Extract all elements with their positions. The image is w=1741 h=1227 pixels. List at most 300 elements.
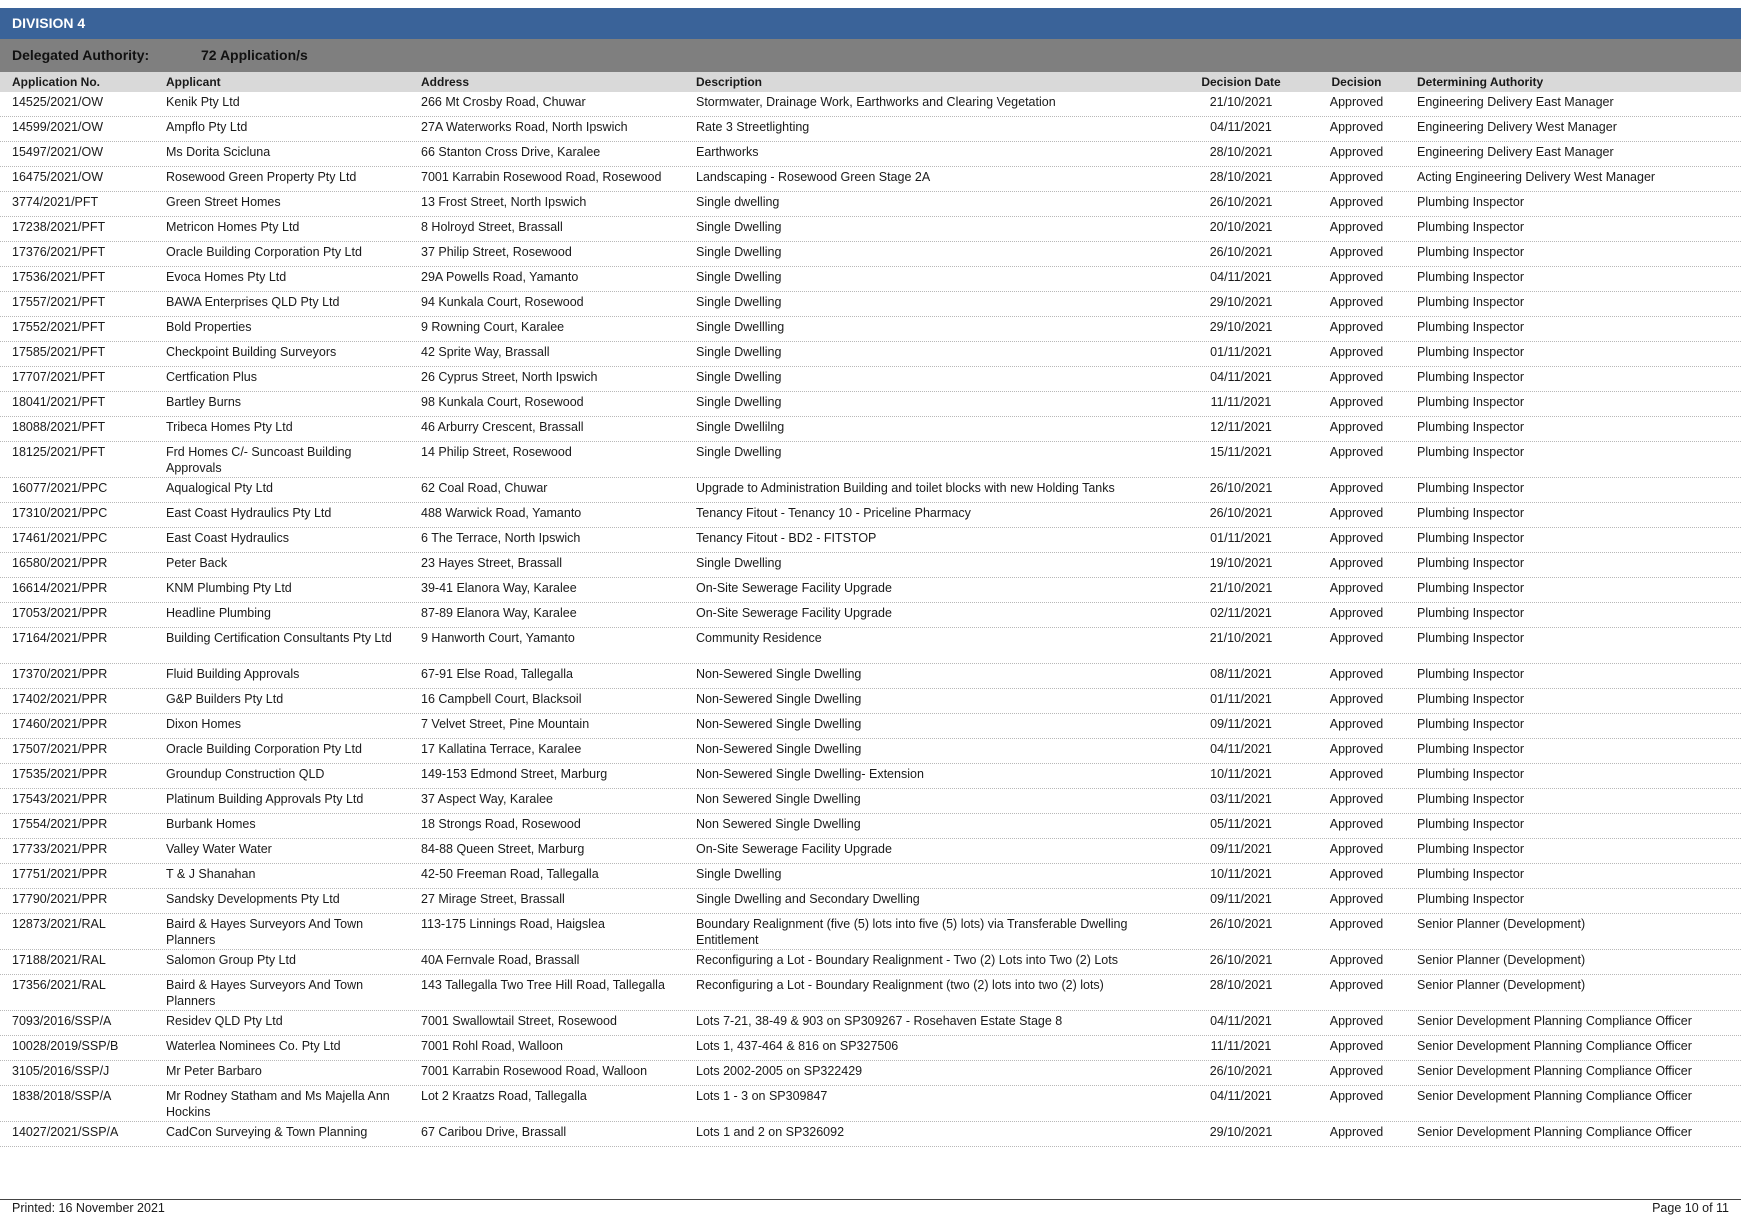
address-cell: 40A Fernvale Road, Brassall: [421, 953, 580, 967]
decision-date-cell: 02/11/2021: [1210, 606, 1272, 620]
address-cell: 13 Frost Street, North Ipswich: [421, 195, 587, 209]
address-cell: 67-91 Else Road, Tallegalla: [421, 667, 573, 681]
application-no-cell: 18125/2021/PFT: [12, 445, 106, 459]
description-cell: Single Dwelling: [696, 445, 782, 459]
decision-date-cell: 01/11/2021: [1210, 531, 1272, 545]
applicant-cell: Baird & Hayes Surveyors And Town Planners: [166, 978, 364, 1008]
decision-date-cell: 03/11/2021: [1210, 792, 1272, 806]
address-cell: 7001 Karrabin Rosewood Road, Rosewood: [421, 170, 662, 184]
determining-authority-cell: Senior Planner (Development): [1417, 978, 1586, 992]
address-cell: 17 Kallatina Terrace, Karalee: [421, 742, 582, 756]
description-cell: Tenancy Fitout - BD2 - FITSTOP: [696, 531, 877, 545]
application-no-cell: 17707/2021/PFT: [12, 370, 106, 384]
address-cell: 8 Holroyd Street, Brassall: [421, 220, 563, 234]
address-cell: 27A Waterworks Road, North Ipswich: [421, 120, 628, 134]
application-no-cell: 14599/2021/OW: [12, 120, 104, 134]
application-no-cell: 17370/2021/PPR: [12, 667, 108, 681]
determining-authority-cell: Plumbing Inspector: [1417, 395, 1525, 409]
column-header-description: Description: [696, 75, 763, 89]
table-row: [0, 603, 1741, 628]
address-cell: 9 Hanworth Court, Yamanto: [421, 631, 575, 645]
address-cell: 62 Coal Road, Chuwar: [421, 481, 548, 495]
decision-cell: Approved: [1329, 481, 1384, 495]
application-no-cell: 17188/2021/RAL: [12, 953, 106, 967]
determining-authority-cell: Plumbing Inspector: [1417, 742, 1525, 756]
description-cell: Single Dwellling: [696, 320, 785, 334]
table-row: [0, 92, 1741, 117]
decision-cell: Approved: [1329, 631, 1384, 645]
decision-date-cell: 09/11/2021: [1210, 717, 1272, 731]
determining-authority-cell: Plumbing Inspector: [1417, 817, 1525, 831]
decision-date-cell: 26/10/2021: [1209, 506, 1273, 520]
application-no-cell: 17238/2021/PFT: [12, 220, 106, 234]
decision-cell: Approved: [1329, 842, 1384, 856]
decision-cell: Approved: [1329, 370, 1384, 384]
decision-date-cell: 19/10/2021: [1209, 556, 1273, 570]
decision-date-cell: 11/11/2021: [1210, 395, 1272, 409]
description-cell: Non-Sewered Single Dwelling- Extension: [696, 767, 924, 781]
address-cell: 42 Sprite Way, Brassall: [421, 345, 550, 359]
application-no-cell: 17585/2021/PFT: [12, 345, 106, 359]
applicant-cell: Valley Water Water: [166, 842, 272, 856]
determining-authority-cell: Plumbing Inspector: [1417, 556, 1525, 570]
decision-date-cell: 21/10/2021: [1209, 581, 1273, 595]
application-no-cell: 12873/2021/RAL: [12, 917, 106, 931]
table-row: [0, 889, 1741, 914]
determining-authority-cell: Engineering Delivery East Manager: [1417, 95, 1614, 109]
application-no-cell: 17507/2021/PPR: [12, 742, 108, 756]
determining-authority-cell: Plumbing Inspector: [1417, 195, 1525, 209]
description-cell: Stormwater, Drainage Work, Earthworks and Clearing Vegetation: [696, 95, 1056, 109]
applicant-cell: Dixon Homes: [166, 717, 242, 731]
applicant-cell: T & J Shanahan: [166, 867, 256, 881]
table-row: [0, 764, 1741, 789]
table-row: [0, 1011, 1741, 1036]
table-row: [0, 839, 1741, 864]
decision-cell: Approved: [1329, 1064, 1384, 1078]
decision-cell: Approved: [1329, 581, 1384, 595]
description-cell: Reconfiguring a Lot - Boundary Realignment (two (2) lots into two (2) lots): [696, 978, 1104, 992]
applicant-cell: Frd Homes C/- Suncoast Building Approvals: [166, 445, 352, 475]
applicant-cell: G&P Builders Pty Ltd: [166, 692, 284, 706]
column-header-determining-authority: Determining Authority: [1417, 75, 1544, 89]
determining-authority-cell: Plumbing Inspector: [1417, 842, 1525, 856]
address-cell: 27 Mirage Street, Brassall: [421, 892, 565, 906]
decision-date-cell: 10/11/2021: [1210, 867, 1272, 881]
application-no-cell: 3774/2021/PFT: [12, 195, 99, 209]
address-cell: 149-153 Edmond Street, Marburg: [421, 767, 608, 781]
page-number: Page 10 of 11: [1652, 1201, 1729, 1215]
decision-cell: Approved: [1329, 667, 1384, 681]
decision-date-cell: 26/10/2021: [1209, 245, 1273, 259]
decision-cell: Approved: [1329, 445, 1384, 459]
application-no-cell: 15497/2021/OW: [12, 145, 104, 159]
determining-authority-cell: Plumbing Inspector: [1417, 631, 1525, 645]
applicant-cell: Peter Back: [166, 556, 228, 570]
decision-cell: Approved: [1329, 692, 1384, 706]
application-no-cell: 18041/2021/PFT: [12, 395, 106, 409]
decision-date-cell: 09/11/2021: [1210, 892, 1272, 906]
determining-authority-cell: Plumbing Inspector: [1417, 581, 1525, 595]
address-cell: 14 Philip Street, Rosewood: [421, 445, 572, 459]
decision-date-cell: 26/10/2021: [1209, 917, 1273, 931]
applicant-cell: Sandsky Developments Pty Ltd: [166, 892, 340, 906]
decision-cell: Approved: [1329, 345, 1384, 359]
applicant-cell: Metricon Homes Pty Ltd: [166, 220, 300, 234]
description-cell: Landscaping - Rosewood Green Stage 2A: [696, 170, 931, 184]
applicant-cell: Baird & Hayes Surveyors And Town Planners: [166, 917, 364, 947]
table-row: [0, 292, 1741, 317]
decision-date-cell: 09/11/2021: [1210, 842, 1272, 856]
applicant-cell: Building Certification Consultants Pty Ltd: [166, 631, 392, 645]
address-cell: 6 The Terrace, North Ipswich: [421, 531, 581, 545]
decision-date-cell: 04/11/2021: [1210, 742, 1272, 756]
decision-cell: Approved: [1329, 792, 1384, 806]
description-cell: Lots 1 and 2 on SP326092: [696, 1125, 845, 1139]
decision-date-cell: 04/11/2021: [1210, 370, 1272, 384]
applicant-cell: Platinum Building Approvals Pty Ltd: [166, 792, 364, 806]
decision-cell: Approved: [1329, 320, 1384, 334]
table-row: [0, 242, 1741, 267]
description-cell: Lots 1, 437-464 & 816 on SP327506: [696, 1039, 899, 1053]
applicant-cell: BAWA Enterprises QLD Pty Ltd: [166, 295, 340, 309]
table-row: [0, 317, 1741, 342]
division-title: DIVISION 4: [0, 8, 1741, 39]
decision-cell: Approved: [1329, 245, 1384, 259]
address-cell: 42-50 Freeman Road, Tallegalla: [421, 867, 599, 881]
table-row: [0, 1086, 1741, 1122]
description-cell: Non-Sewered Single Dwelling: [696, 692, 862, 706]
address-cell: 98 Kunkala Court, Rosewood: [421, 395, 584, 409]
description-cell: Single Dwelling: [696, 867, 782, 881]
determining-authority-cell: Senior Development Planning Compliance Officer: [1417, 1014, 1692, 1028]
address-cell: 29A Powells Road, Yamanto: [421, 270, 579, 284]
description-cell: Single Dwelling: [696, 295, 782, 309]
application-no-cell: 7093/2016/SSP/A: [12, 1014, 112, 1028]
applicant-cell: Residev QLD Pty Ltd: [166, 1014, 283, 1028]
decision-cell: Approved: [1329, 978, 1384, 992]
decision-cell: Approved: [1329, 742, 1384, 756]
description-cell: Single Dwelling: [696, 220, 782, 234]
table-row: [0, 117, 1741, 142]
table-row: [0, 914, 1741, 950]
description-cell: Earthworks: [696, 145, 759, 159]
applicant-cell: Mr Rodney Statham and Ms Majella Ann Hockins: [166, 1089, 390, 1119]
decision-date-cell: 29/10/2021: [1209, 295, 1273, 309]
table-row: [0, 267, 1741, 292]
applicant-cell: Rosewood Green Property Pty Ltd: [166, 170, 357, 184]
application-no-cell: 17053/2021/PPR: [12, 606, 108, 620]
application-no-cell: 17461/2021/PPC: [12, 531, 108, 545]
printed-date: Printed: 16 November 2021: [12, 1201, 165, 1215]
decision-date-cell: 20/10/2021: [1209, 220, 1273, 234]
decision-date-cell: 11/11/2021: [1210, 1039, 1272, 1053]
address-cell: 488 Warwick Road, Yamanto: [421, 506, 582, 520]
determining-authority-cell: Plumbing Inspector: [1417, 295, 1525, 309]
address-cell: 84-88 Queen Street, Marburg: [421, 842, 585, 856]
applicant-cell: Salomon Group Pty Ltd: [166, 953, 296, 967]
applicant-cell: Waterlea Nominees Co. Pty Ltd: [166, 1039, 341, 1053]
decision-date-cell: 29/10/2021: [1209, 1125, 1273, 1139]
application-no-cell: 17535/2021/PPR: [12, 767, 108, 781]
decision-cell: Approved: [1329, 1039, 1384, 1053]
applicant-cell: Burbank Homes: [166, 817, 256, 831]
description-cell: Non Sewered Single Dwelling: [696, 792, 861, 806]
column-header-application-no: Application No.: [12, 75, 100, 89]
address-cell: 23 Hayes Street, Brassall: [421, 556, 563, 570]
determining-authority-cell: Plumbing Inspector: [1417, 606, 1525, 620]
application-no-cell: 1838/2018/SSP/A: [12, 1089, 112, 1103]
table-row: [0, 975, 1741, 1011]
decision-date-cell: 04/11/2021: [1210, 1089, 1272, 1103]
determining-authority-cell: Senior Development Planning Compliance Officer: [1417, 1039, 1692, 1053]
decision-cell: Approved: [1329, 717, 1384, 731]
address-cell: 9 Rowning Court, Karalee: [421, 320, 565, 334]
application-no-cell: 16475/2021/OW: [12, 170, 104, 184]
decision-cell: Approved: [1329, 767, 1384, 781]
address-cell: 16 Campbell Court, Blacksoil: [421, 692, 582, 706]
description-cell: Non-Sewered Single Dwelling: [696, 717, 862, 731]
decision-cell: Approved: [1329, 917, 1384, 931]
table-row: [0, 714, 1741, 739]
determining-authority-cell: Plumbing Inspector: [1417, 420, 1525, 434]
applicant-cell: Bartley Burns: [166, 395, 242, 409]
applicant-cell: Evoca Homes Pty Ltd: [166, 270, 287, 284]
table-row: [0, 739, 1741, 764]
decision-cell: Approved: [1329, 892, 1384, 906]
applicant-cell: Green Street Homes: [166, 195, 281, 209]
description-cell: Single Dwelling: [696, 370, 782, 384]
application-no-cell: 17310/2021/PPC: [12, 506, 108, 520]
table-row: [0, 664, 1741, 689]
description-cell: Single dwelling: [696, 195, 780, 209]
table-row: [0, 950, 1741, 975]
decision-date-cell: 26/10/2021: [1209, 953, 1273, 967]
determining-authority-cell: Senior Planner (Development): [1417, 953, 1586, 967]
decision-date-cell: 08/11/2021: [1210, 667, 1272, 681]
applicant-cell: Ampflo Pty Ltd: [166, 120, 248, 134]
applicant-cell: Mr Peter Barbaro: [166, 1064, 262, 1078]
decision-date-cell: 12/11/2021: [1210, 420, 1272, 434]
table-row: [0, 367, 1741, 392]
application-no-cell: 18088/2021/PFT: [12, 420, 106, 434]
table-row: [0, 142, 1741, 167]
table-row: [0, 478, 1741, 503]
table-row: [0, 1122, 1741, 1147]
table-row: [0, 628, 1741, 664]
applicant-cell: Checkpoint Building Surveyors: [166, 345, 337, 359]
table-row: [0, 1036, 1741, 1061]
decision-cell: Approved: [1329, 1125, 1384, 1139]
description-cell: Lots 2002-2005 on SP322429: [696, 1064, 863, 1078]
application-no-cell: 17543/2021/PPR: [12, 792, 108, 806]
decision-cell: Approved: [1329, 1089, 1384, 1103]
determining-authority-cell: Senior Development Planning Compliance Officer: [1417, 1089, 1692, 1103]
column-header-decision: Decision: [1331, 75, 1382, 89]
applicant-cell: Fluid Building Approvals: [166, 667, 300, 681]
decision-date-cell: 04/11/2021: [1210, 1014, 1272, 1028]
application-no-cell: 17536/2021/PFT: [12, 270, 106, 284]
application-no-cell: 16580/2021/PPR: [12, 556, 108, 570]
table-row: [0, 167, 1741, 192]
determining-authority-cell: Plumbing Inspector: [1417, 867, 1525, 881]
description-cell: Tenancy Fitout - Tenancy 10 - Priceline Pharmacy: [696, 506, 971, 520]
determining-authority-cell: Plumbing Inspector: [1417, 692, 1525, 706]
decision-date-cell: 10/11/2021: [1210, 767, 1272, 781]
decision-cell: Approved: [1329, 606, 1384, 620]
delegated-authority-label: Delegated Authority:: [12, 47, 150, 63]
applicant-cell: Bold Properties: [166, 320, 252, 334]
application-no-cell: 17552/2021/PFT: [12, 320, 106, 334]
description-cell: Single Dwelling: [696, 345, 782, 359]
application-no-cell: 17790/2021/PPR: [12, 892, 108, 906]
application-no-cell: 17751/2021/PPR: [12, 867, 108, 881]
address-cell: 7 Velvet Street, Pine Mountain: [421, 717, 590, 731]
applicant-cell: Ms Dorita Scicluna: [166, 145, 271, 159]
address-cell: 37 Philip Street, Rosewood: [421, 245, 572, 259]
decision-date-cell: 28/10/2021: [1209, 170, 1273, 184]
applicant-cell: Oracle Building Corporation Pty Ltd: [166, 245, 362, 259]
applicant-cell: Certfication Plus: [166, 370, 258, 384]
description-cell: Upgrade to Administration Building and toilet blocks with new Holding Tanks: [696, 481, 1115, 495]
application-no-cell: 17554/2021/PPR: [12, 817, 108, 831]
decision-date-cell: 26/10/2021: [1209, 1064, 1273, 1078]
application-no-cell: 16614/2021/PPR: [12, 581, 108, 595]
decision-date-cell: 26/10/2021: [1209, 195, 1273, 209]
determining-authority-cell: Senior Planner (Development): [1417, 917, 1586, 931]
application-no-cell: 16077/2021/PPC: [12, 481, 108, 495]
determining-authority-cell: Plumbing Inspector: [1417, 767, 1525, 781]
application-no-cell: 3105/2016/SSP/J: [12, 1064, 110, 1078]
address-cell: 87-89 Elanora Way, Karalee: [421, 606, 577, 620]
column-header-applicant: Applicant: [166, 75, 221, 89]
description-cell: Single Dwelling: [696, 556, 782, 570]
determining-authority-cell: Plumbing Inspector: [1417, 892, 1525, 906]
page-footer: [0, 1199, 1741, 1215]
decision-cell: Approved: [1329, 295, 1384, 309]
description-cell: On-Site Sewerage Facility Upgrade: [696, 606, 892, 620]
applicant-cell: East Coast Hydraulics Pty Ltd: [166, 506, 332, 520]
address-cell: 143 Tallegalla Two Tree Hill Road, Tallegalla: [421, 978, 665, 992]
description-cell: Community Residence: [696, 631, 822, 645]
applicant-cell: KNM Plumbing Pty Ltd: [166, 581, 292, 595]
application-no-cell: 14525/2021/OW: [12, 95, 104, 109]
decision-cell: Approved: [1329, 270, 1384, 284]
address-cell: 7001 Rohl Road, Walloon: [421, 1039, 563, 1053]
determining-authority-cell: Acting Engineering Delivery West Manager: [1417, 170, 1656, 184]
table-row: [0, 578, 1741, 603]
applicant-cell: Aqualogical Pty Ltd: [166, 481, 274, 495]
description-cell: Lots 7-21, 38-49 & 903 on SP309267 - Rosehaven Estate Stage 8: [696, 1014, 1063, 1028]
table-row: [0, 342, 1741, 367]
determining-authority-cell: Plumbing Inspector: [1417, 531, 1525, 545]
description-cell: Boundary Realignment (five (5) lots into five (5) lots) via Transferable Dwelling Entitlement: [696, 917, 1128, 947]
decision-cell: Approved: [1329, 867, 1384, 881]
table-row: [0, 217, 1741, 242]
application-no-cell: 17557/2021/PFT: [12, 295, 106, 309]
application-no-cell: 17376/2021/PFT: [12, 245, 106, 259]
application-count: 72 Application/s: [201, 47, 308, 63]
application-no-cell: 14027/2021/SSP/A: [12, 1125, 119, 1139]
address-cell: 46 Arburry Crescent, Brassall: [421, 420, 584, 434]
decision-date-cell: 04/11/2021: [1210, 270, 1272, 284]
address-cell: 7001 Swallowtail Street, Rosewood: [421, 1014, 617, 1028]
determining-authority-cell: Plumbing Inspector: [1417, 717, 1525, 731]
application-no-cell: 17460/2021/PPR: [12, 717, 108, 731]
description-cell: Non-Sewered Single Dwelling: [696, 667, 862, 681]
report-page: [0, 8, 1741, 1147]
address-cell: 113-175 Linnings Road, Haigslea: [421, 917, 605, 931]
address-cell: 37 Aspect Way, Karalee: [421, 792, 554, 806]
address-cell: 7001 Karrabin Rosewood Road, Walloon: [421, 1064, 648, 1078]
description-cell: Non-Sewered Single Dwelling: [696, 742, 862, 756]
column-header-decision-date: Decision Date: [1201, 75, 1281, 89]
applications-table: [0, 92, 1741, 1147]
table-header: [0, 72, 1741, 92]
description-cell: Non Sewered Single Dwelling: [696, 817, 861, 831]
determining-authority-cell: Plumbing Inspector: [1417, 245, 1525, 259]
table-row: [0, 392, 1741, 417]
decision-cell: Approved: [1329, 556, 1384, 570]
decision-cell: Approved: [1329, 506, 1384, 520]
decision-cell: Approved: [1329, 145, 1384, 159]
determining-authority-cell: Plumbing Inspector: [1417, 270, 1525, 284]
decision-cell: Approved: [1329, 1014, 1384, 1028]
decision-date-cell: 04/11/2021: [1210, 120, 1272, 134]
decision-cell: Approved: [1329, 420, 1384, 434]
applicant-cell: East Coast Hydraulics: [166, 531, 289, 545]
address-cell: 266 Mt Crosby Road, Chuwar: [421, 95, 586, 109]
determining-authority-cell: Plumbing Inspector: [1417, 667, 1525, 681]
address-cell: 39-41 Elanora Way, Karalee: [421, 581, 577, 595]
address-cell: 18 Strongs Road, Rosewood: [421, 817, 581, 831]
description-cell: Single Dwelling: [696, 395, 782, 409]
decision-cell: Approved: [1329, 170, 1384, 184]
table-row: [0, 553, 1741, 578]
decision-cell: Approved: [1329, 531, 1384, 545]
address-cell: 67 Caribou Drive, Brassall: [421, 1125, 567, 1139]
table-row: [0, 789, 1741, 814]
decision-cell: Approved: [1329, 395, 1384, 409]
decision-date-cell: 05/11/2021: [1210, 817, 1272, 831]
determining-authority-cell: Plumbing Inspector: [1417, 320, 1525, 334]
determining-authority-cell: Plumbing Inspector: [1417, 792, 1525, 806]
decision-date-cell: 28/10/2021: [1209, 978, 1273, 992]
table-row: [0, 814, 1741, 839]
address-cell: 26 Cyprus Street, North Ipswich: [421, 370, 598, 384]
determining-authority-cell: Engineering Delivery West Manager: [1417, 120, 1617, 134]
delegated-authority-bar: [0, 39, 1741, 72]
description-cell: Single Dwelling: [696, 270, 782, 284]
decision-cell: Approved: [1329, 817, 1384, 831]
column-header-address: Address: [421, 75, 470, 89]
description-cell: Single Dwellilng: [696, 420, 785, 434]
determining-authority-cell: Plumbing Inspector: [1417, 445, 1525, 459]
description-cell: Single Dwelling: [696, 245, 782, 259]
determining-authority-cell: Senior Development Planning Compliance Officer: [1417, 1125, 1692, 1139]
table-row: [0, 864, 1741, 889]
application-no-cell: 10028/2019/SSP/B: [12, 1039, 119, 1053]
applicant-cell: Oracle Building Corporation Pty Ltd: [166, 742, 362, 756]
applicant-cell: Tribeca Homes Pty Ltd: [166, 420, 293, 434]
decision-date-cell: 01/11/2021: [1210, 692, 1272, 706]
table-row: [0, 417, 1741, 442]
address-cell: 94 Kunkala Court, Rosewood: [421, 295, 584, 309]
determining-authority-cell: Plumbing Inspector: [1417, 506, 1525, 520]
decision-cell: Approved: [1329, 220, 1384, 234]
table-row: [0, 503, 1741, 528]
application-no-cell: 17164/2021/PPR: [12, 631, 108, 645]
